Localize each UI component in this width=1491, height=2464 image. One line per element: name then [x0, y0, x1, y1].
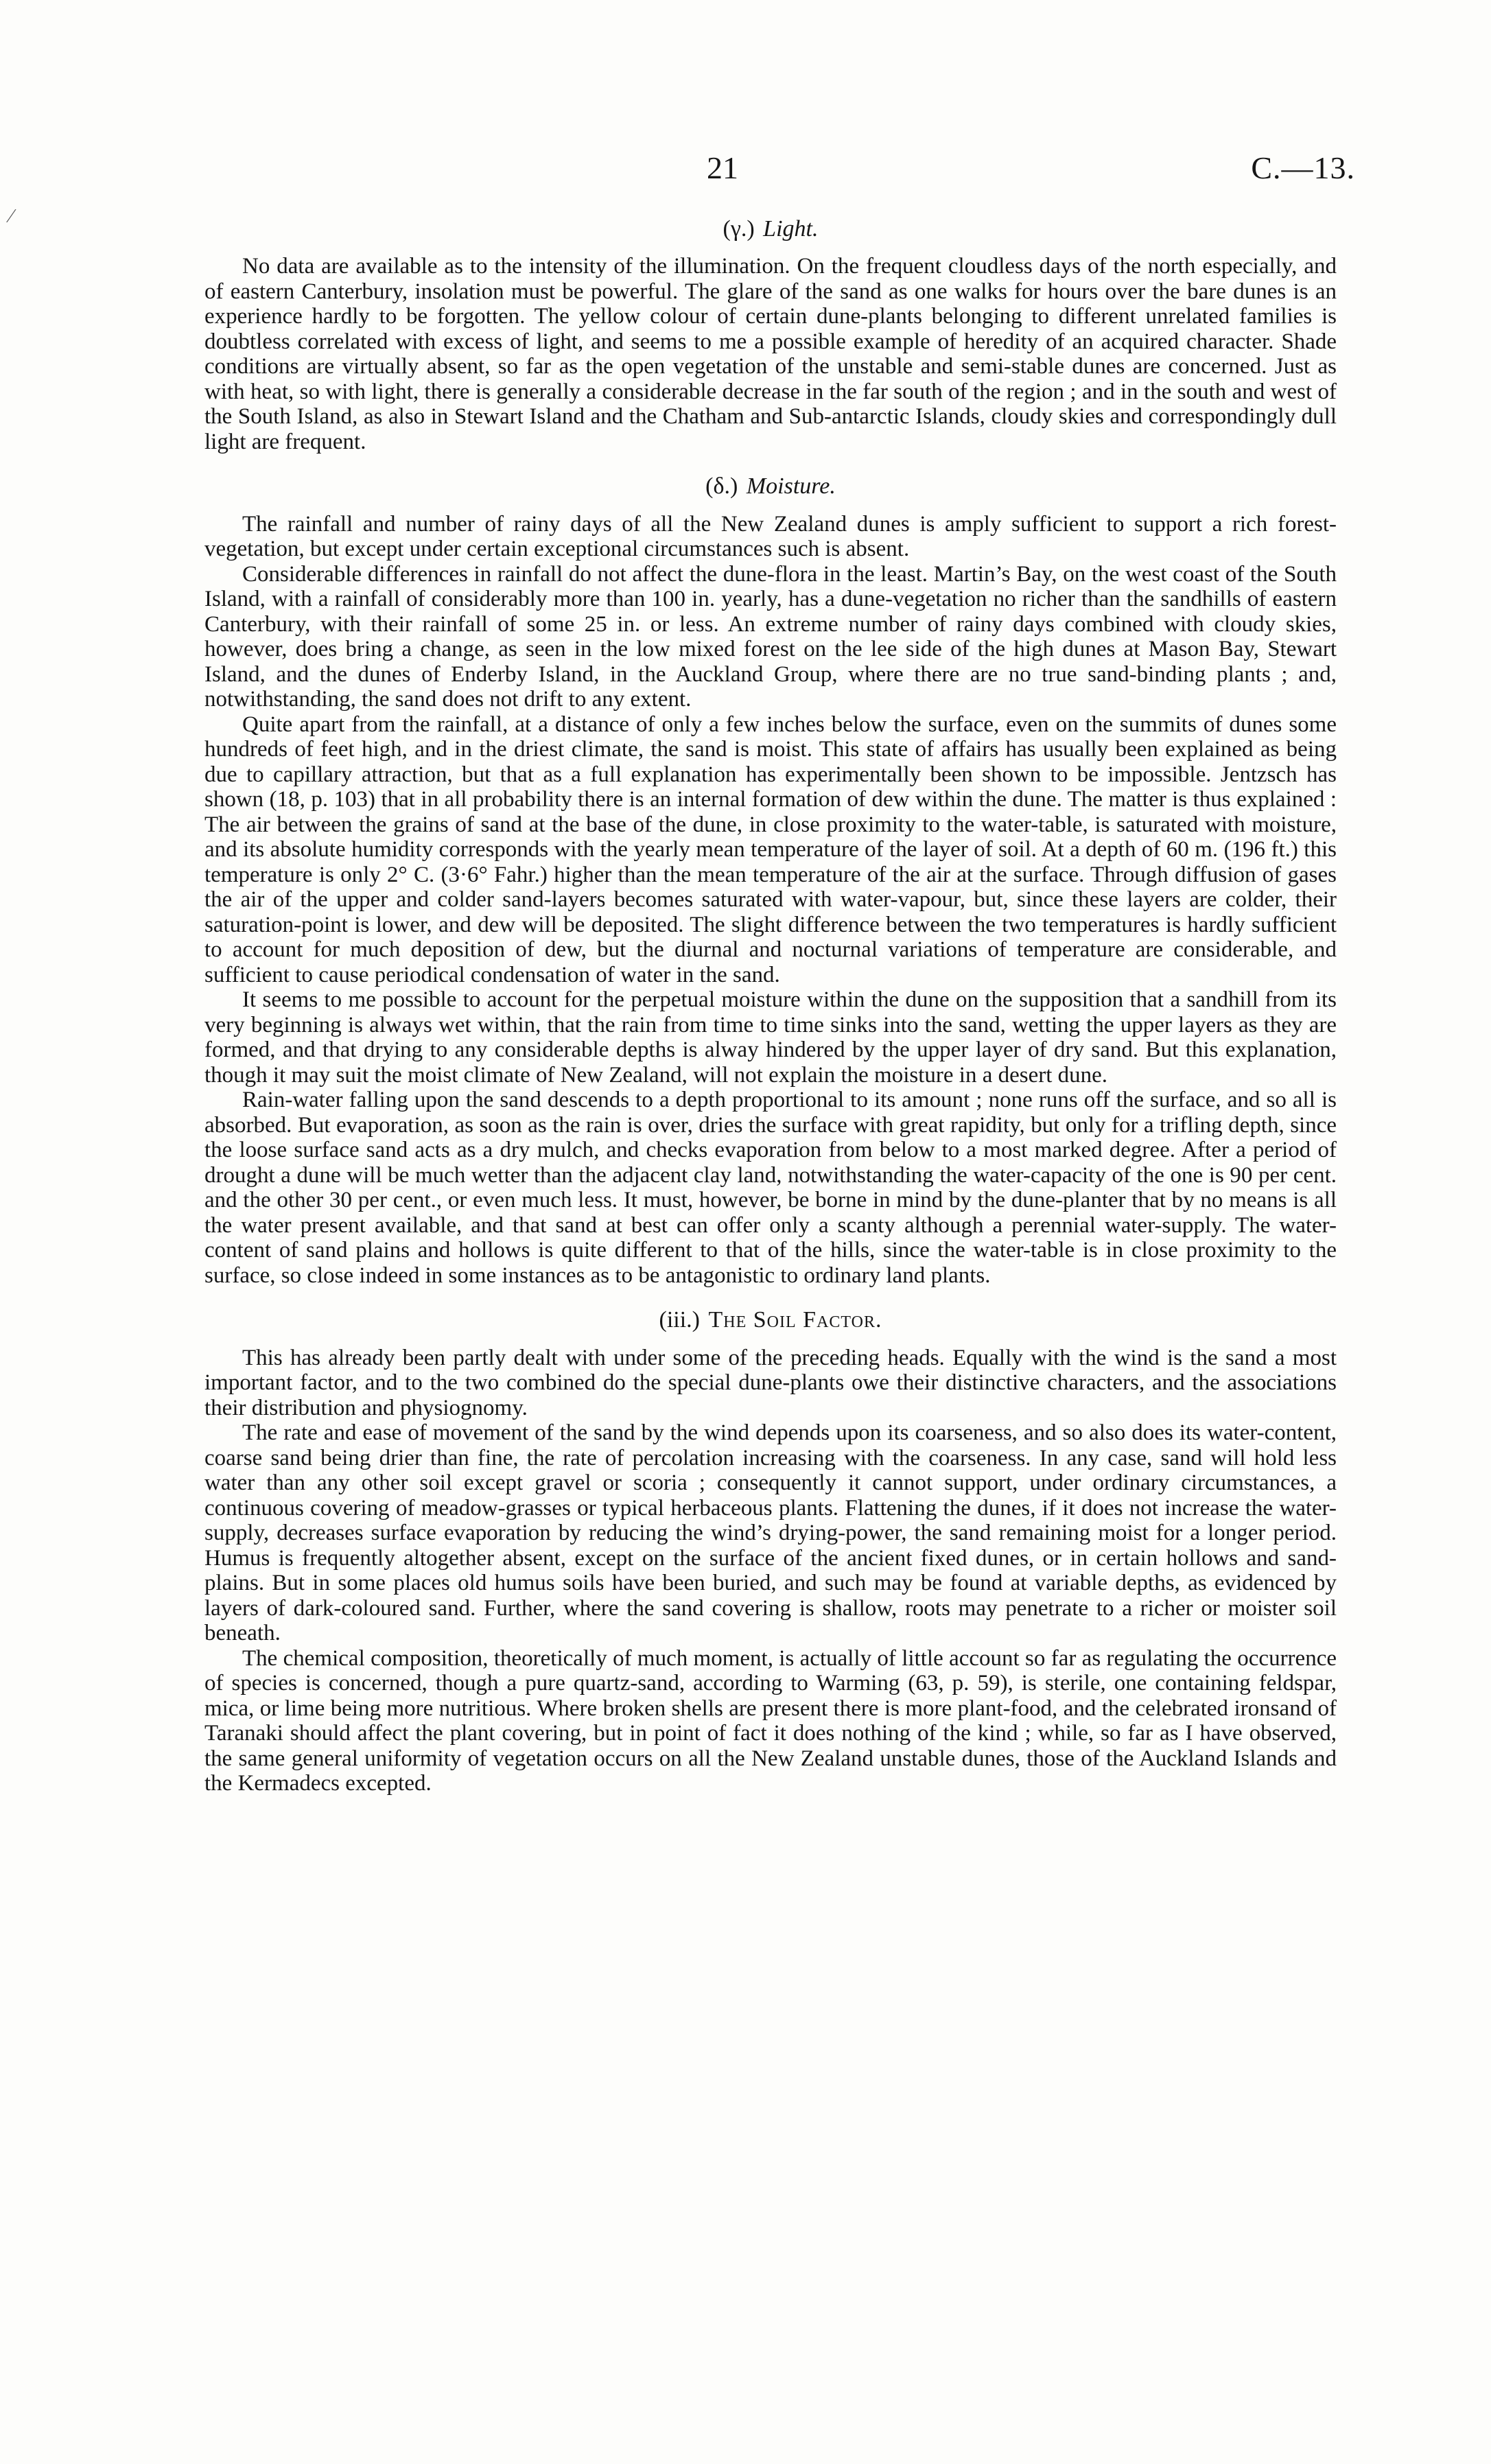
page-number: 21 — [707, 150, 738, 185]
paragraph: This has already been partly dealt with under some of the preceding heads. Equally with the wind is the sand a most important factor, and to the two combined do the special dune-plants owe their distinctive characters, and the associations their distribution and physiognomy. — [204, 1345, 1337, 1420]
section-number: (iii.) — [659, 1307, 700, 1333]
body-text — [204, 216, 1337, 1796]
paragraph: The chemical composition, theoretically of much moment, is actually of little account so far as regulating the occurrence of species is concerned, though a pure quartz-sand, according to Warming (63, p. 59), is sterile, one containing feldspar, mica, or lime being more nutritious. Where broken shells are present there is more plant-food, and the celebrated ironsand of Taranaki should affect the plant covering, but in point of fact it does nothing of the kind ; while, so far as I have observed, the same general uniformity of vegetation occurs on all the New Zealand unstable dunes, those of the Auckland Islands and the Kermadecs excepted. — [204, 1645, 1337, 1796]
section-number: (γ.) — [723, 216, 755, 242]
section-heading-moisture — [204, 473, 1337, 499]
section-title: Moisture. — [746, 473, 836, 500]
section-heading-light — [204, 216, 1337, 242]
paragraph: Quite apart from the rainfall, at a distance of only a few inches below the surface, even on the summits of dunes some hundreds of feet high, and in the driest climate, the sand is moist. This state of affairs has usually been explained as being due to capillary attraction, but that as a full explanation has experimentally been shown to be impossible. Jentzsch has shown (18, p. 103) that in all probability there is an internal formation of dew within the dune. The matter is thus explained : The air between the grains of sand at the base of the dune, in close proximity to the water-table, is saturated with moisture, and its absolute humidity corresponds with the yearly mean temperature of the layer of soil. At a depth of 60 m. (196 ft.) this temperature is only 2° C. (3·6° Fahr.) higher than the mean temperature of the air at the surface. Through diffusion of gases the air of the upper and colder sand-layers becomes saturated with water-vapour, but, since these layers are colder, their saturation-point is lower, and dew will be deposited. The slight difference between the two temperatures is hardly sufficient to account for much deposition of dew, but the diurnal and nocturnal variations of temperature are considerable, and sufficient to cause periodical condensation of water in the sand. — [204, 712, 1337, 987]
section-number: (δ.) — [705, 473, 738, 500]
paragraph: The rainfall and number of rainy days of all the New Zealand dunes is amply sufficient to support a rich forest-vegetation, but except under certain exceptional circumstances such is absent. — [204, 511, 1337, 562]
margin-mark: ⁄ — [10, 206, 13, 227]
paragraph: No data are available as to the intensity of the illumination. On the frequent cloudless days of the north especially, and of eastern Canterbury, insolation must be powerful. The glare of the sand as one walks for hours over the bare dunes is an experience hardly to be forgotten. The yellow colour of certain dune-plants belonging to different unrelated families is doubtless correlated with excess of light, and seems to me a possible example of heredity of an acquired character. Shade conditions are virtually absent, so far as the open vegetation of the unstable and semi-stable dunes are concerned. Just as with heat, so with light, there is generally a considerable decrease in the far south of the region ; and in the south and west of the South Island, as also in Stewart Island and the Chatham and Sub-antarctic Islands, cloudy skies and correspondingly dull light are frequent. — [204, 254, 1337, 454]
section-title: The Soil Factor. — [708, 1307, 882, 1333]
paragraph: It seems to me possible to account for the perpetual moisture within the dune on the supposition that a sandhill from its very beginning is always wet within, that the rain from time to time sinks into the sand, wetting the upper layers as they are formed, and that drying to any considerable depths is alway hindered by the upper layer of dry sand. But this explanation, though it may suit the moist climate of New Zealand, will not explain the moisture in a desert dune. — [204, 987, 1337, 1088]
paragraph: Considerable differences in rainfall do not affect the dune-flora in the least. Martin’s Bay, on the west coast of the South Island, with a rainfall of considerably more than 100 in. yearly, has a dune-vegetation no richer than the sandhills of eastern Canterbury, with their rainfall of some 25 in. or less. An extreme number of rainy days combined with cloudy skies, however, does bring a change, as seen in the low mixed forest on the lee side of the high dunes at Mason Bay, Stewart Island, and the dunes of Enderby Island, in the Auckland Group, where there are no true sand-binding plants ; and, notwithstanding, the sand does not drift to any extent. — [204, 561, 1337, 712]
document-code: C.—13. — [1251, 150, 1355, 185]
paragraph: Rain-water falling upon the sand descends to a depth proportional to its amount ; none runs off the surface, and so all is absorbed. But evaporation, as soon as the rain is over, dries the surface with great rapidity, but only for a trifling depth, since the loose surface sand acts as a dry mulch, and checks evaporation from below to a most marked degree. After a period of drought a dune will be much wetter than the adjacent clay land, notwithstanding the water-capacity of the one is 90 per cent. and the other 30 per cent., or even much less. It must, however, be borne in mind by the dune-planter that by no means is all the water present available, and that sand at best can offer only a scanty although a perennial water-supply. The water-content of sand plains and hollows is quite different to that of the hills, since the water-table is in close proximity to the surface, so close indeed in some instances as to be antagonistic to ordinary land plants. — [204, 1088, 1337, 1288]
section-heading-soil-factor — [204, 1307, 1337, 1333]
paragraph: The rate and ease of movement of the sand by the wind depends upon its coarseness, and so also does its water-content, coarse sand being drier than fine, the rate of percolation increasing with the coarseness. In any case, sand will hold less water than any other soil except gravel or scoria ; consequently it cannot support, under ordinary circumstances, a continuous covering of meadow-grasses or typical herbaceous plants. Flattening the dunes, if it does not increase the water-supply, decreases surface evaporation by reducing the wind’s drying-power, the sand remaining moist for a longer period. Humus is frequently altogether absent, except on the surface of the ancient fixed dunes, or in certain hollows and sand-plains. But in some places old humus soils have been buried, and such may be found at variable depths, as evidenced by layers of dark-coloured sand. Further, where the sand covering is shallow, roots may penetrate to a richer or moister soil beneath. — [204, 1420, 1337, 1646]
section-title: Light. — [763, 216, 819, 242]
page-header — [0, 150, 1491, 198]
